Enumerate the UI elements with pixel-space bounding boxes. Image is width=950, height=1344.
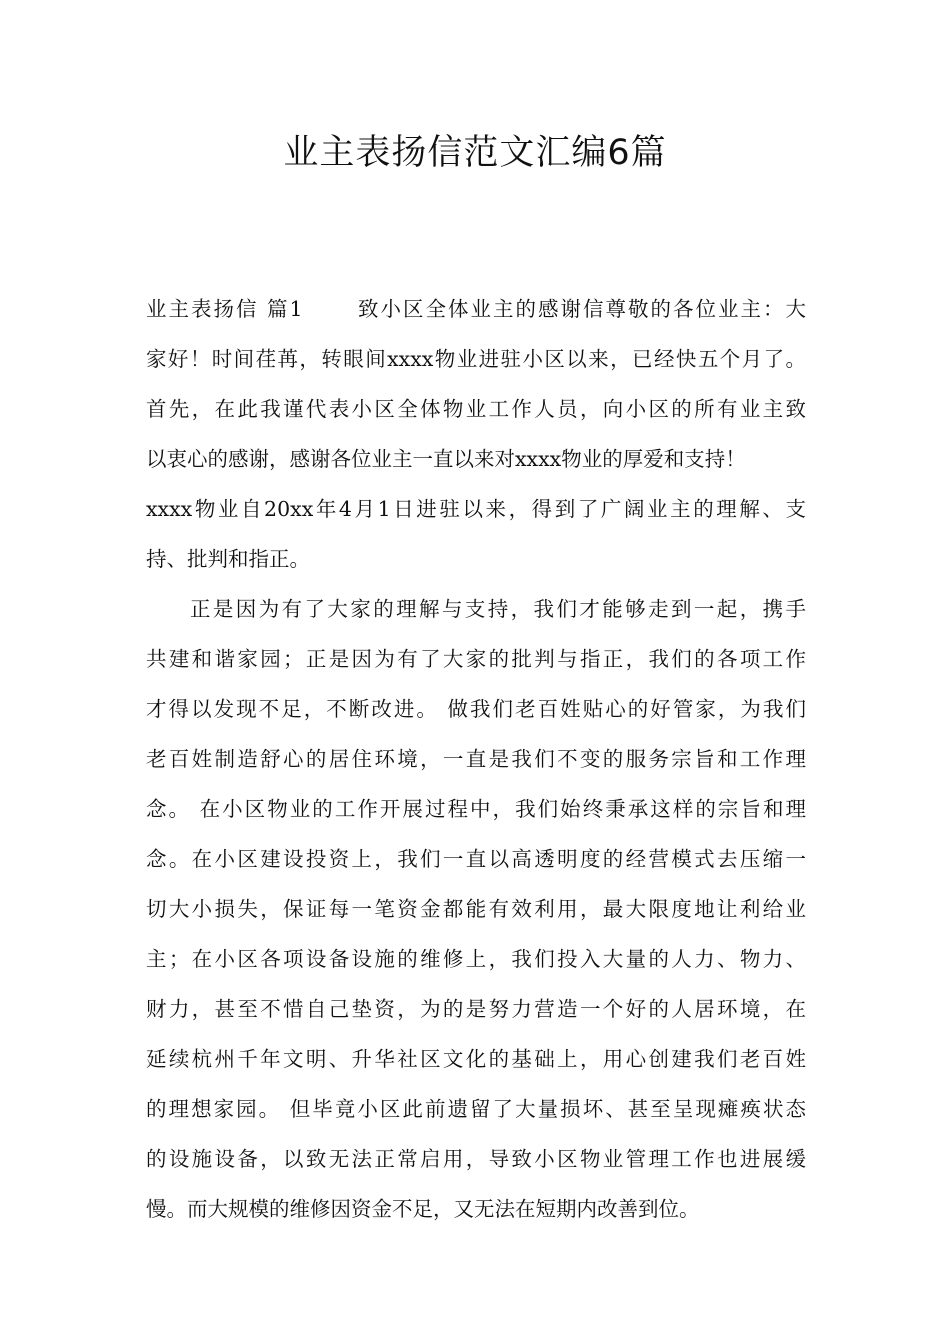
body-line: 家好！时间荏苒，转眼间xxxx物业进驻小区以来，已经快五个月了。 xyxy=(146,347,806,371)
body-line: 念。在小区建设投资上，我们一直以高透明度的经营模式去压缩一 xyxy=(146,847,806,871)
body-line: 老百姓制造舒心的居住环境，一直是我们不变的服务宗旨和工作理 xyxy=(146,747,806,771)
body-line: 才得以发现不足，不断改进。 做我们老百姓贴心的好管家，为我们 xyxy=(146,697,806,721)
document-body xyxy=(146,284,806,1234)
body-line: 正是因为有了大家的理解与支持，我们才能够走到一起，携手 xyxy=(190,597,806,621)
body-line: 首先，在此我谨代表小区全体物业工作人员，向小区的所有业主致 xyxy=(146,397,806,421)
body-line: 持、批判和指正。 xyxy=(146,547,310,571)
body-line: 以衷心的感谢，感谢各位业主一直以来对xxxx物业的厚爱和支持！ xyxy=(146,447,746,471)
body-line: 共建和谐家园；正是因为有了大家的批判与指正，我们的各项工作 xyxy=(146,647,806,671)
body-line: 业主表扬信 篇1 致小区全体业主的感谢信尊敬的各位业主：大 xyxy=(146,297,806,321)
body-line: 财力，甚至不惜自己垫资，为的是努力营造一个好的人居环境，在 xyxy=(146,997,806,1021)
body-line: 的设施设备，以致无法正常启用，导致小区物业管理工作也进展缓 xyxy=(146,1147,806,1171)
body-line: 主；在小区各项设备设施的维修上，我们投入大量的人力、物力、 xyxy=(146,947,806,971)
body-line: 延续杭州千年文明、升华社区文化的基础上，用心创建我们老百姓 xyxy=(146,1047,806,1071)
body-line: xxxx物业自20xx年4月1日进驻以来，得到了广阔业主的理解、支 xyxy=(146,497,806,521)
body-line: 念。 在小区物业的工作开展过程中，我们始终秉承这样的宗旨和理 xyxy=(146,797,806,821)
body-line: 慢。而大规模的维修因资金不足，又无法在短期内改善到位。 xyxy=(146,1197,700,1221)
body-line: 的理想家园。 但毕竟小区此前遗留了大量损坏、甚至呈现瘫痪状态 xyxy=(146,1097,806,1121)
body-line: 切大小损失，保证每一笔资金都能有效利用，最大限度地让利给业 xyxy=(146,897,806,921)
document-title: 业主表扬信范文汇编6篇 xyxy=(283,133,667,173)
